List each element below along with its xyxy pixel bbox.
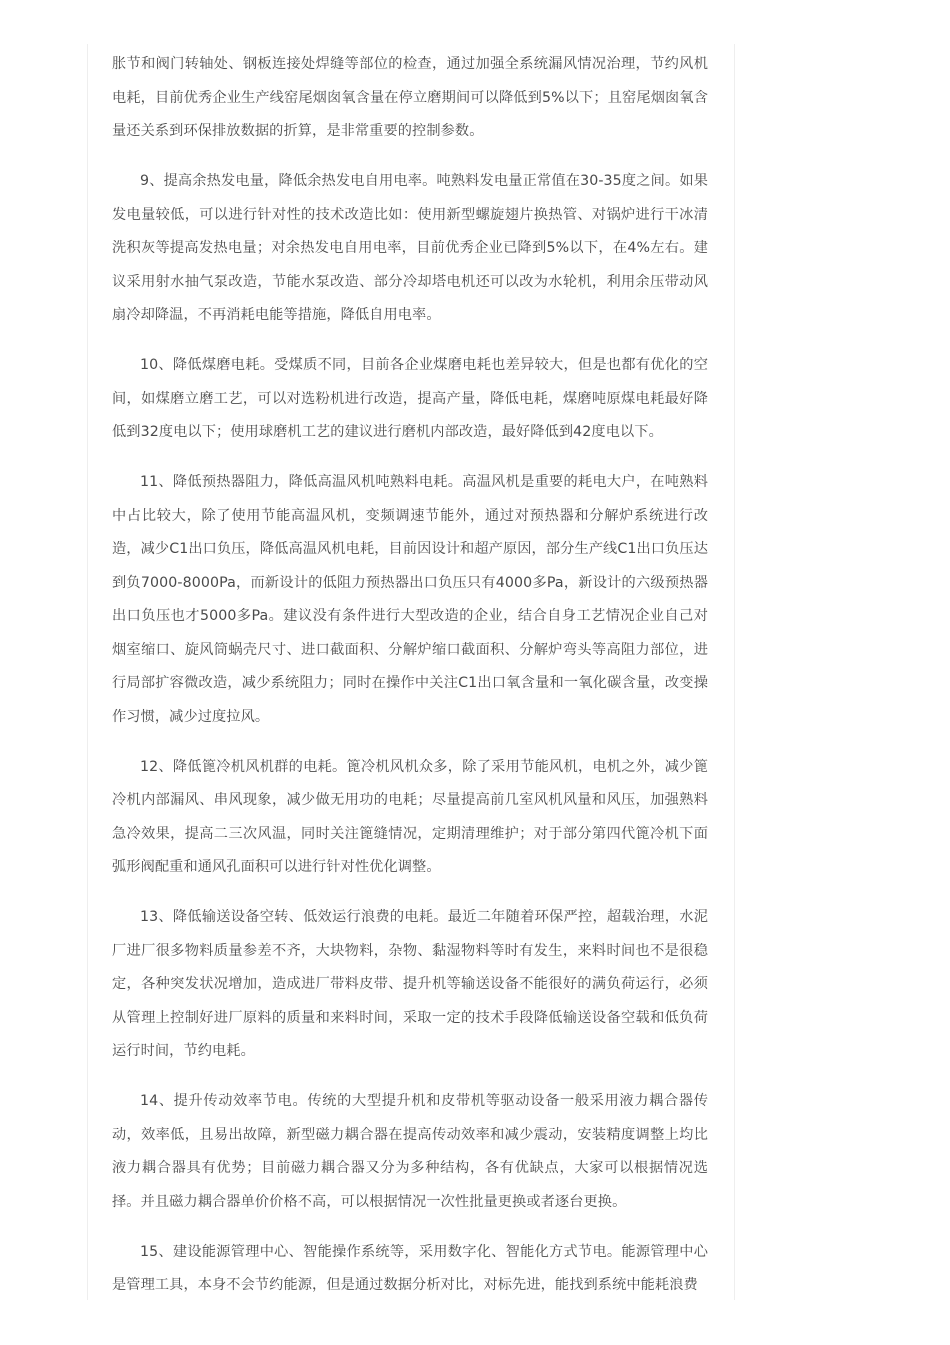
paragraph-item-11: 11、降低预热器阻力，降低高温风机吨熟料电耗。高温风机是重要的耗电大户，在吨熟料中占比较大，除了使用节能高温风机，变频调速节能外，通过对预热器和分解炉系统进行改造，减少C1出口负压，降低高温风机电耗，目前因设计和超产原因，部分生产线C1出口负压达到负7000-8000Pa，而新设计的低阻力预热器出口负压只有4000多Pa，新设计的六级预热器出口负压也才5000多Pa。建议没有条件进行大型改造的企业，结合自身工艺情况企业自己对烟室缩口、旋风筒蜗壳尺寸、进口截面积、分解炉缩口截面积、分解炉弯头等高阻力部位，进行局部扩容微改造，减少系统阻力；同时在操作中关注C1出口氧含量和一氧化碳含量，改变操作习惯，减少过度拉风。 [112, 474, 708, 725]
article-body [112, 48, 708, 1300]
paragraph-item-9: 9、提高余热发电量，降低余热发电自用电率。吨熟料发电量正常值在30-35度之间。如果发电量较低，可以进行针对性的技术改造比如：使用新型螺旋翅片换热管、对锅炉进行干冰清洗积灰等提高发热电量；对余热发电自用电率，目前优秀企业已降到5%以下，在4%左右。建议采用射水抽气泵改造，节能水泵改造、部分冷却塔电机还可以改为水轮机，利用余压带动风扇冷却降温，不再消耗电能等措施，降低自用电率。 [112, 173, 708, 323]
document-page [87, 44, 735, 1300]
paragraph-item-10: 10、降低煤磨电耗。受煤质不同，目前各企业煤磨电耗也差异较大，但是也都有优化的空间，如煤磨立磨工艺，可以对选粉机进行改造，提高产量，降低电耗，煤磨吨原煤电耗最好降低到32度电以下；使用球磨机工艺的建议进行磨机内部改造，最好降低到42度电以下。 [112, 357, 708, 440]
paragraph-item-13: 13、降低输送设备空转、低效运行浪费的电耗。最近二年随着环保严控，超载治理，水泥厂进厂很多物料质量参差不齐，大块物料，杂物、黏湿物料等时有发生，来料时间也不是很稳定，各种突发状况增加，造成进厂带料皮带、提升机等输送设备不能很好的满负荷运行，必须从管理上控制好进厂原料的质量和来料时间，采取一定的技术手段降低输送设备空载和低负荷运行时间，节约电耗。 [112, 909, 708, 1059]
paragraph-item-15: 15、建设能源管理中心、智能操作系统等，采用数字化、智能化方式节电。能源管理中心是管理工具，本身不会节约能源，但是通过数据分析对比，对标先进，能找到系统中能耗浪费 [112, 1243, 708, 1293]
paragraph-item-12: 12、降低篦冷机风机群的电耗。篦冷机风机众多，除了采用节能风机，电机之外，减少篦冷机内部漏风、串风现象，减少做无用功的电耗；尽量提高前几室风机风量和风压，加强熟料急冷效果，提高二三次风温，同时关注篦缝情况，定期清理维护；对于部分第四代篦冷机下面弧形阀配重和通风孔面积可以进行针对性优化调整。 [112, 758, 708, 875]
paragraph-continued: 胀节和阀门转轴处、钢板连接处焊缝等部位的检查，通过加强全系统漏风情况治理，节约风机电耗，目前优秀企业生产线窑尾烟囱氧含量在停立磨期间可以降低到5%以下；且窑尾烟囱氧含量还关系到环保排放数据的折算，是非常重要的控制参数。 [112, 56, 708, 139]
paragraph-item-14: 14、提升传动效率节电。传统的大型提升机和皮带机等驱动设备一般采用液力耦合器传动，效率低，且易出故障，新型磁力耦合器在提高传动效率和减少震动，安装精度调整上均比液力耦合器具有优势；目前磁力耦合器又分为多种结构，各有优缺点，大家可以根据情况选择。并且磁力耦合器单价价格不高，可以根据情况一次性批量更换或者逐台更换。 [112, 1093, 708, 1210]
